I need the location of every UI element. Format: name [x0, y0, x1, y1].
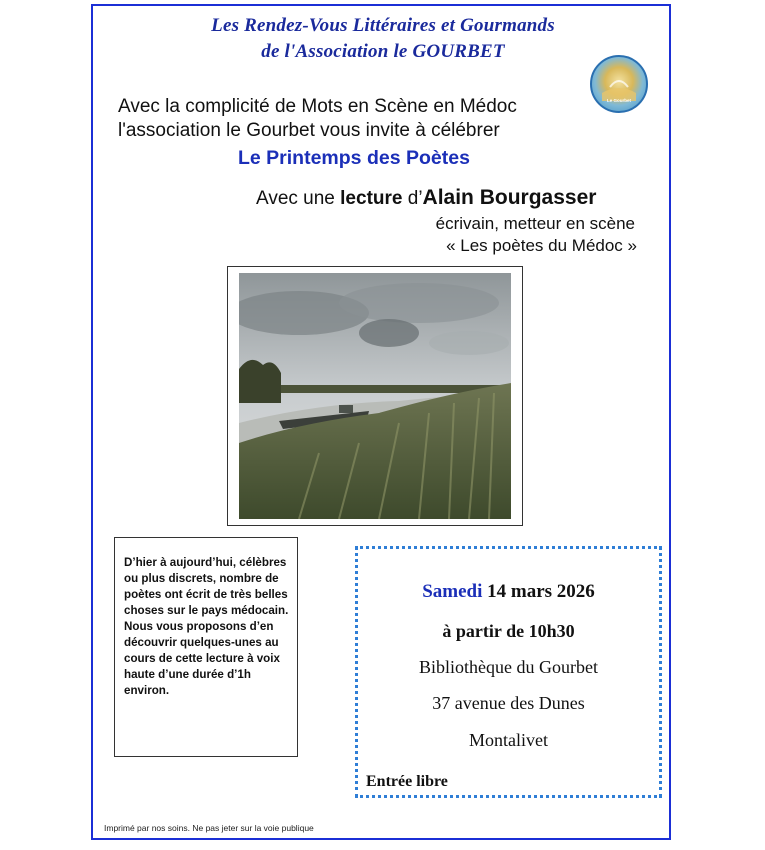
event-date: [358, 581, 659, 603]
reading-d: d’: [402, 188, 423, 209]
event-street: 37 avenue des Dunes: [432, 693, 585, 713]
reading-title: « Les poètes du Médoc »: [446, 236, 637, 255]
author-name: Alain Bourgasser: [422, 186, 597, 209]
estuary-landscape-image: [239, 273, 511, 519]
intro-line2: l'association le Gourbet vous invite à célébrer: [118, 120, 500, 141]
landscape-photo: [227, 266, 523, 526]
event-day: Samedi: [422, 581, 483, 602]
event-info-box: [355, 546, 662, 798]
reading-lecture: lecture: [340, 188, 403, 209]
reading-prefix: Avec une: [256, 188, 341, 209]
footer-note: Imprimé par nos soins. Ne pas jeter sur la voie publique: [104, 823, 314, 833]
event-time: à partir de 10h30: [442, 621, 575, 641]
logo-text: Le Gourbet: [606, 98, 631, 103]
header-title-line1: Les Rendez-Vous Littéraires et Gourmands: [211, 15, 555, 36]
author-role: écrivain, metteur en scène: [435, 214, 635, 233]
event-place: Bibliothèque du Gourbet: [419, 657, 598, 677]
event-name: Le Printemps des Poètes: [238, 147, 470, 169]
entry-free: Entrée libre: [366, 773, 448, 790]
reading-line: [256, 186, 596, 210]
association-logo: [590, 55, 648, 113]
description-box: [114, 537, 298, 757]
header-title-line2: de l'Association le GOURBET: [261, 41, 505, 62]
event-date-value: 14 mars 2026: [487, 581, 595, 602]
description-text: D’hier à aujourd’hui, célèbres ou plus discrets, nombre de poètes ont écrit de très belles choses sur le pays médocain. Nous vous proposons d’en découvrir quelques-unes au cours de cette lecture à voix haute d’une durée d’1h environ.: [124, 556, 289, 697]
intro-line1: Avec la complicité de Mots en Scène en Médoc: [118, 96, 517, 117]
event-city: Montalivet: [469, 730, 548, 750]
